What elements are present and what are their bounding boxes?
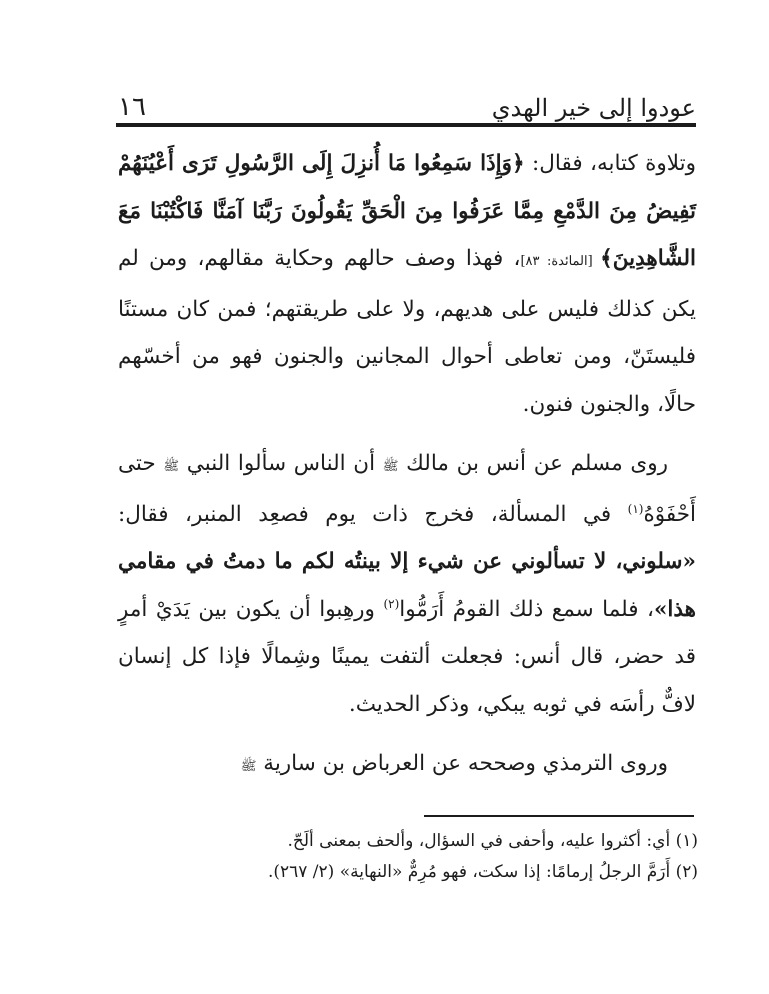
paragraph-1 bbox=[118, 140, 696, 428]
footnote-ref-1[interactable]: (١) bbox=[627, 501, 644, 516]
honorific-symbol: ﷺ bbox=[163, 459, 180, 474]
p1-intro: وتلاوة كتابه، فقال: bbox=[524, 151, 696, 176]
footnote-ref-2[interactable]: (٢) bbox=[383, 596, 400, 611]
verse-reference: [المائدة: ٨٣] bbox=[520, 254, 601, 269]
footnote-separator bbox=[424, 815, 694, 817]
hadith-quote: «سلوني، لا تسألوني عن شيء إلا بينتُه لكم ما دمتُ في مقامي هذا» bbox=[118, 549, 696, 622]
running-header bbox=[118, 84, 696, 122]
p2-text-4: في المسألة، فخرج ذات يوم فصعِد المنبر، فقال: bbox=[118, 501, 628, 527]
honorific-symbol: ﷺ bbox=[240, 759, 257, 774]
footnote-2: (٢) أَرَمَّ الرجلُ إرمامًا: إذا سكت، فهو مُرِمٌّ «النهاية» (٢/ ٢٦٧). bbox=[267, 862, 698, 882]
p1-rest: ، فهذا وصف حالهم وحكاية مقالهم، ومن لم يكن كذلك فليس على هديهم، ولا على طريقتهم؛ فمن كان مستنًا فليستَنّ، ومن تعاطى أحوال المجانين والجنون فهو من أخسّهم حالًا، والجنون فنون. bbox=[118, 246, 696, 417]
quran-verse: ﴿وَإِذَا سَمِعُوا مَا أُنزِلَ إِلَى الرَّسُولِ تَرَى أَعْيُنَهُمْ تَفِيضُ مِنَ الدَّمْعِ مِمَّا عَرَفُوا مِنَ الْحَقِّ يَقُولُونَ رَبَّنَا آمَنَّا فَاكْتُبْنَا مَعَ الشَّاهِدِينَ﴾ bbox=[118, 151, 696, 271]
p2-text-2: أن الناس سألوا النبي bbox=[179, 451, 383, 476]
main-text bbox=[118, 140, 696, 791]
paragraph-2 bbox=[118, 440, 696, 728]
running-title: عودوا إلى خير الهدي bbox=[491, 94, 696, 122]
p2-text-3: حتى أَحْفَوْهُ bbox=[118, 451, 696, 527]
honorific-symbol: ﷺ bbox=[382, 459, 399, 474]
p3-text: وروى الترمذي وصححه عن العرباض بن سارية bbox=[256, 751, 668, 776]
footnotes bbox=[118, 826, 698, 888]
footnote-1: (١) أي: أكثروا عليه، وأحفى في السؤال، وألحف بمعنى ألَحّ. bbox=[287, 831, 698, 851]
header-rule bbox=[116, 123, 696, 127]
p2-text-1: روى مسلم عن أنس بن مالك bbox=[398, 451, 668, 476]
paragraph-3 bbox=[118, 740, 696, 791]
p2-text-5: ، فلما سمع ذلك القومُ أَرَمُّوا bbox=[399, 596, 654, 622]
p2-text-6: ورهِبوا أن يكون بين يَدَيْ أمرٍ قد حضر، قال أنس: فجعلت ألتفت يمينًا وشِمالًا فإذا كل إنسان لافٌّ رأسَه في ثوبه يبكي، وذكر الحديث. bbox=[118, 596, 696, 717]
page-number: ١٦ bbox=[118, 92, 146, 122]
